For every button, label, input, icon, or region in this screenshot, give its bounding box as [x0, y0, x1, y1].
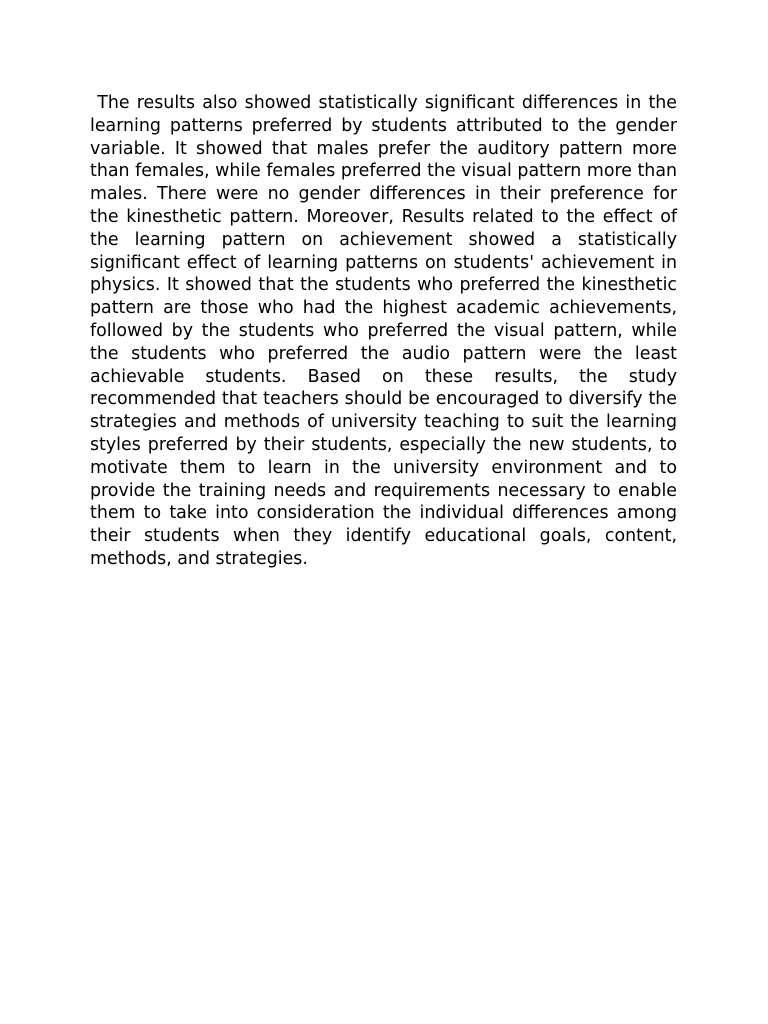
- body-paragraph: The results also showed statistically significant differences in the learning patterns preferred by students attributed to the gender variable. It showed that males prefer the auditory pattern more than females, while females preferred the visual pattern more than males. There were no gender differences in their preference for the kinesthetic pattern. Moreover, Results related to the effect of the learning pattern on achievement showed a statistically significant effect of learning patterns on students' achievement in physics. It showed that the students who preferred the kinesthetic pattern are those who had the highest academic achievements, followed by the students who preferred the visual pattern, while the students who preferred the audio pattern were the least achievable students. Based on these results, the study recommended that teachers should be encouraged to diversify the strategies and methods of university teaching to suit the learning styles preferred by their students, especially the new students, to motivate them to learn in the university environment and to provide the training needs and requirements necessary to enable them to take into consideration the individual differences among their students when they identify educational goals, content, methods, and strategies.: [90, 93, 683, 569]
